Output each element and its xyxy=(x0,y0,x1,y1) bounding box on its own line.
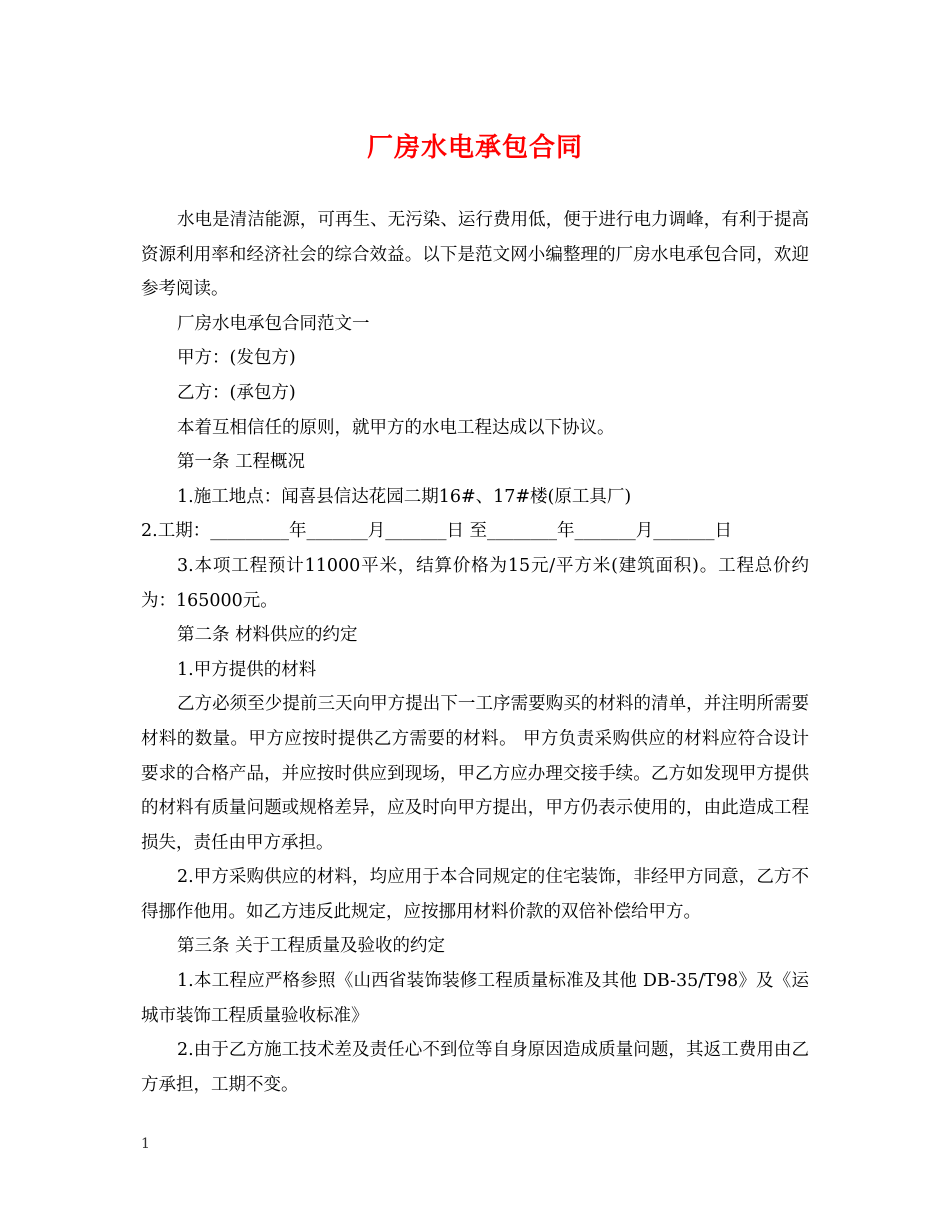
agreement-intro: 本着互相信任的原则，就甲方的水电工程达成以下协议。 xyxy=(177,417,615,438)
party-b-line: 乙方：(承包方) xyxy=(177,382,296,403)
article-1-item-2: 2.工期：_________年_______月_______日 至________年_______月_______日 xyxy=(141,521,733,542)
article-1-heading: 第一条 工程概况 xyxy=(177,452,306,473)
article-2-item-1: 1.甲方提供的材料 xyxy=(177,659,317,680)
article-1-item-3: 3.本项工程预计11000平米，结算价格为15元/平方米(建筑面积)。工程总价约为：165000元。 xyxy=(141,555,809,611)
article-3-item-1: 1.本工程应严格参照《山西省装饰装修工程质量标准及其他 DB-35/T98》及《运城市装饰工程质量验收标准》 xyxy=(141,971,809,1026)
article-2-item-2: 2.甲方采购供应的材料，均应用于本合同规定的住宅装饰，非经甲方同意，乙方不得挪作他用。如乙方违反此规定，应按挪用材料价款的双倍补偿给甲方。 xyxy=(141,867,809,922)
article-1-item-1: 1.施工地点：闻喜县信达花园二期16#、17#楼(原工具厂) xyxy=(177,486,632,507)
party-a-line: 甲方：(发包方) xyxy=(177,348,296,369)
article-2-item-1-body: 乙方必须至少提前三天向甲方提出下一工序需要购买的材料的清单，并注明所需要材料的数量。甲方应按时提供乙方需要的材料。 甲方负责采购供应的材料应符合设计要求的合格产品，并应按时供应到现场，甲乙方应办理交接手续。乙方如发现甲方提供的材料有质量问题或规格差异，应及时向甲方提出，甲方仍表示使用的，由此造成工程损失，责任由甲方承担。 xyxy=(141,694,809,853)
article-3-heading: 第三条 关于工程质量及验收的约定 xyxy=(177,936,446,957)
document-body xyxy=(141,203,809,1102)
article-2-heading: 第二条 材料供应的约定 xyxy=(177,625,358,646)
sample-heading: 厂房水电承包合同范文一 xyxy=(177,313,370,334)
article-3-item-2: 2.由于乙方施工技术差及责任心不到位等自身原因造成质量问题，其返工费用由乙方承担，工期不变。 xyxy=(141,1040,809,1095)
page-number: 1 xyxy=(141,1136,150,1152)
document-title: 厂房水电承包合同 xyxy=(366,133,583,163)
intro-paragraph: 水电是清洁能源，可再生、无污染、运行费用低，便于进行电力调峰，有利于提高资源利用率和经济社会的综合效益。以下是范文网小编整理的厂房水电承包合同，欢迎参考阅读。 xyxy=(141,210,809,300)
